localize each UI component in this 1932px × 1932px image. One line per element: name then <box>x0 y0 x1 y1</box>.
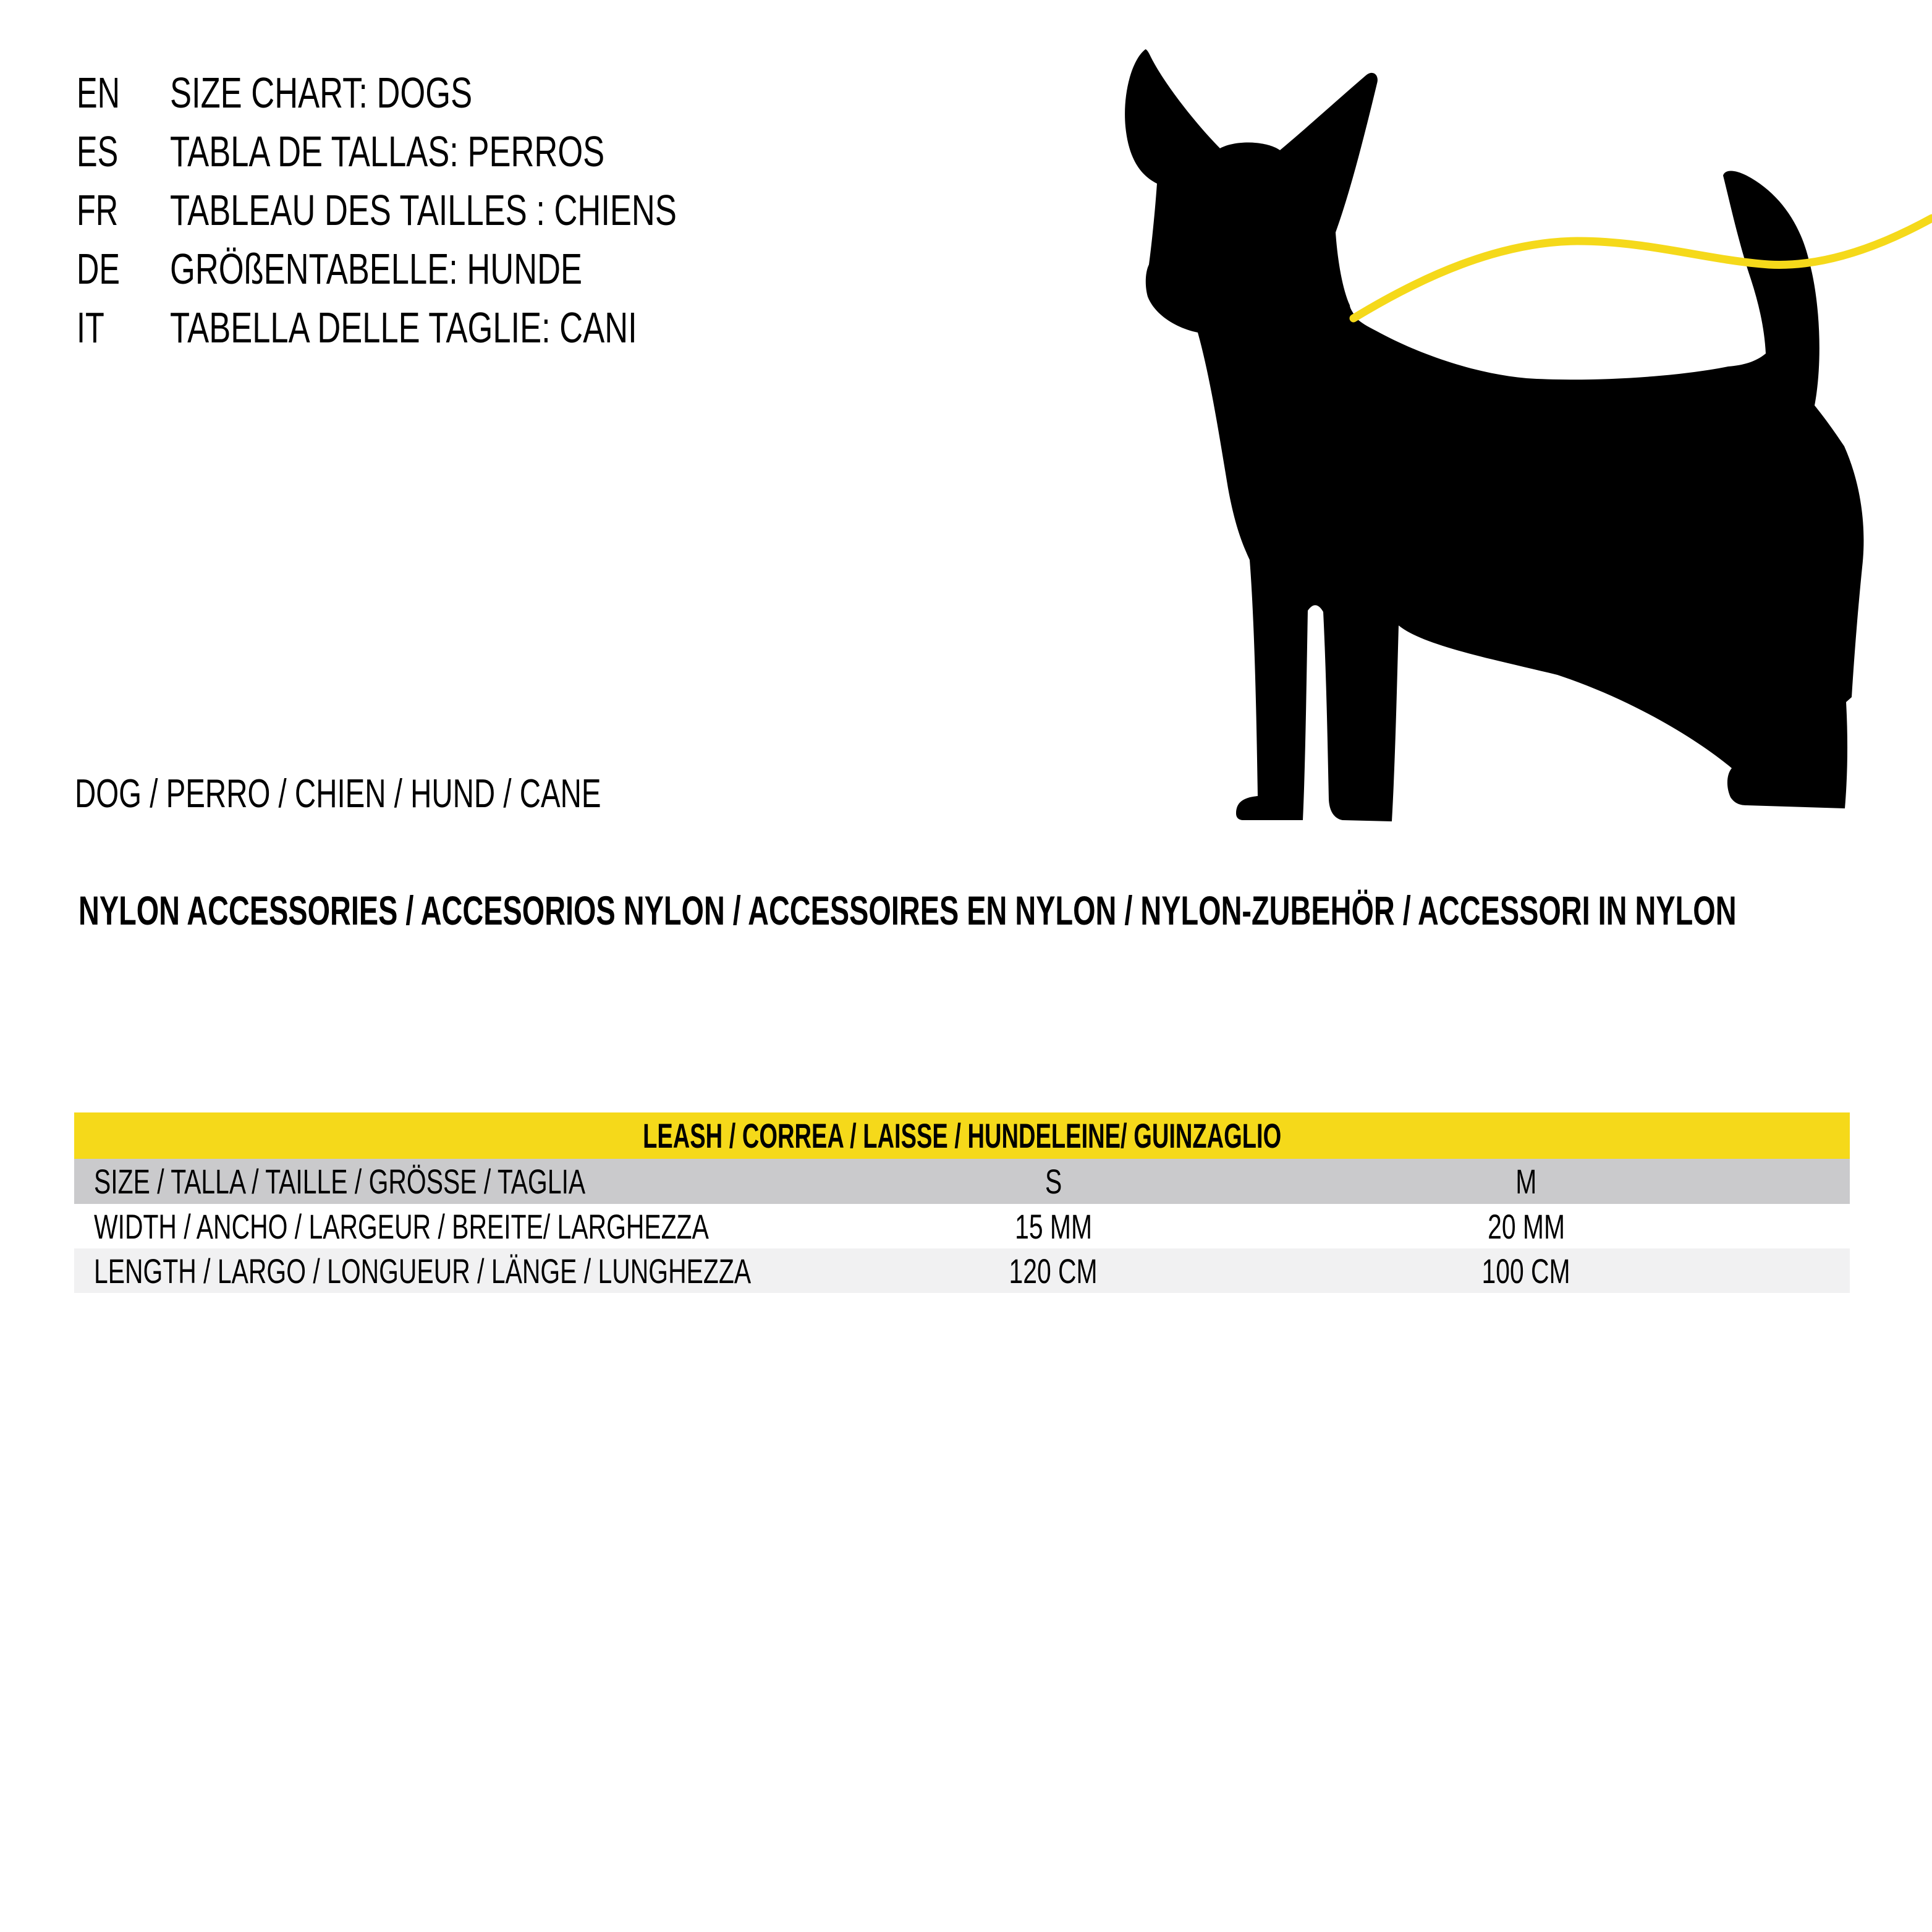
language-code: IT <box>77 303 104 352</box>
language-row-fr <box>77 181 845 240</box>
language-title: TABLA DE TALLAS: PERROS <box>170 127 605 176</box>
language-code: EN <box>77 69 121 117</box>
table-header-band <box>74 1112 1850 1159</box>
language-row-it <box>77 299 845 357</box>
dog-caption: DOG / PERRO / CHIEN / HUND / CANE <box>75 771 601 816</box>
language-row-de <box>77 240 845 299</box>
language-code: ES <box>77 127 119 176</box>
row-label: WIDTH / ANCHO / LARGEUR / BREITE/ LARGHEZZA <box>94 1206 709 1246</box>
leash-line <box>1354 218 1932 318</box>
table-row-size <box>74 1159 1850 1204</box>
table-header-label: LEASH / CORREA / LAISSE / HUNDELEINE/ GUINZAGLIO <box>642 1116 1282 1155</box>
language-row-en <box>77 64 845 122</box>
language-title: TABELLA DELLE TAGLIE: CANI <box>170 303 637 352</box>
width-s-cell: 15 MM <box>1015 1206 1092 1246</box>
language-title: TABLEAU DES TAILLES : CHIENS <box>170 186 677 234</box>
width-m-cell: 20 MM <box>1488 1206 1565 1246</box>
length-m-cell: 100 CM <box>1481 1251 1571 1290</box>
dog-illustration <box>1100 34 1932 831</box>
language-title-block <box>77 64 845 357</box>
table-row-width <box>74 1204 1850 1248</box>
language-title: SIZE CHART: DOGS <box>170 69 473 117</box>
leash-size-table <box>74 1112 1850 1293</box>
size-m-cell: M <box>1515 1162 1537 1201</box>
row-label: LENGTH / LARGO / LONGUEUR / LÄNGE / LUNGHEZZA <box>94 1251 752 1290</box>
language-code: DE <box>77 245 121 293</box>
dog-silhouette <box>1125 49 1863 821</box>
size-s-cell: S <box>1044 1162 1062 1201</box>
language-code: FR <box>77 186 119 234</box>
section-title: NYLON ACCESSORIES / ACCESORIOS NYLON / ACCESSOIRES EN NYLON / NYLON-ZUBEHÖR / ACCESSORI IN NYLON <box>78 888 1737 933</box>
language-row-es <box>77 122 845 181</box>
row-label: SIZE / TALLA / TAILLE / GRÖSSE / TAGLIA <box>94 1162 586 1201</box>
length-s-cell: 120 CM <box>1009 1251 1098 1290</box>
language-title: GRÖßENTABELLE: HUNDE <box>170 245 583 293</box>
table-row-length <box>74 1248 1850 1293</box>
